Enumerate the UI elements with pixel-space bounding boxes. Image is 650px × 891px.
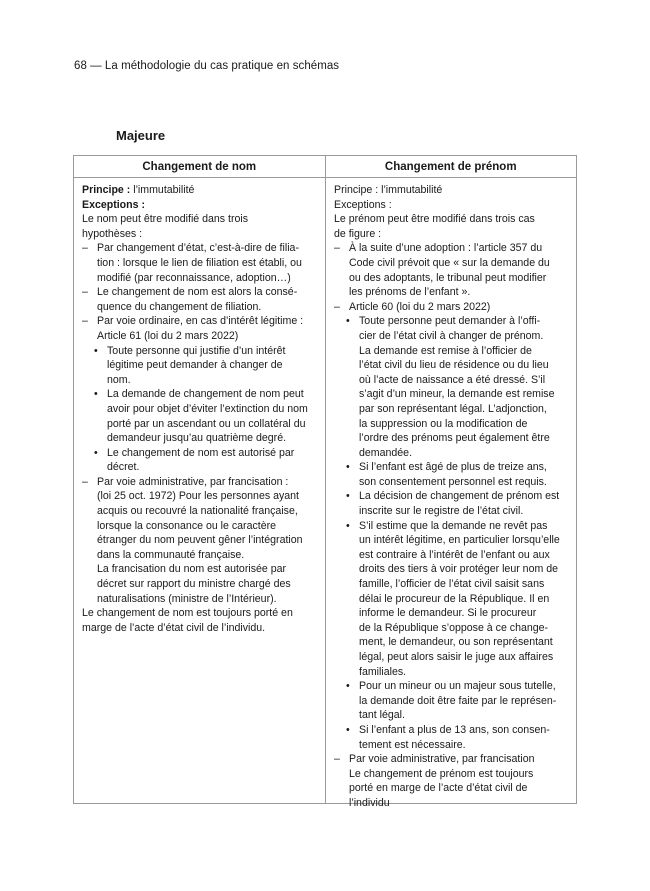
- list-item-first-line: [82, 387, 319, 402]
- bullet-marker: •: [94, 446, 98, 459]
- list-item-first-line: [82, 241, 319, 256]
- list-item-line: où l’acte de naissance a été dressé. S’il: [359, 373, 546, 386]
- list-item-line: informe le demandeur. Si le procureur: [359, 607, 537, 620]
- list-item-line: légitime peut demander à changer de: [107, 359, 283, 372]
- list-item-first-line: [334, 300, 570, 315]
- section-title: Majeure: [116, 128, 166, 143]
- list-item-line: Le changement de prénom est toujours: [349, 767, 534, 780]
- dash-list-item: [82, 241, 319, 285]
- column-changement-de-nom: [74, 178, 325, 803]
- list-item-text: Pour un mineur ou un majeur sous tutelle,: [359, 680, 556, 693]
- list-item-first-line: [82, 344, 319, 359]
- list-item-line: avoir pour objet d’éviter l’extinction du nom: [107, 402, 308, 415]
- list-item-first-line: [82, 314, 319, 329]
- intro-line: de figure :: [334, 227, 382, 240]
- list-item-text: Toute personne peut demander à l’offi-: [359, 315, 541, 328]
- principe-label: Principe :: [82, 184, 131, 196]
- list-item-line: un intérêt légitime, en particulier lorsqu’elle: [359, 534, 560, 547]
- list-item-text: Par voie administrative, par francisation :: [97, 475, 289, 488]
- bullet-list-item: [334, 723, 570, 752]
- list-item-line: l’état civil du lieu de résidence ou du lieu: [359, 359, 549, 372]
- list-item-first-line: [334, 679, 570, 694]
- list-item-line: ou des adoptants, le tribunal peut modifier: [349, 271, 547, 284]
- list-item-line: la demande doit être faite par le représen-: [359, 694, 557, 707]
- exceptions-label: Exceptions :: [334, 198, 392, 211]
- bullet-list-item: [334, 679, 570, 723]
- list-item-text: Si l’enfant est âgé de plus de treize ans,: [359, 461, 547, 474]
- list-item-first-line: [334, 489, 570, 504]
- bullet-marker: •: [346, 461, 350, 474]
- list-item-line: droits des tiers à voir protéger leur nom de: [359, 563, 559, 576]
- bullet-list-item: [334, 489, 570, 518]
- dash-list-item: [82, 285, 319, 314]
- intro-line: Le nom peut être modifié dans trois: [82, 213, 249, 226]
- list-item-first-line: [334, 723, 570, 738]
- header-changement-de-prenom: Changement de prénom: [325, 156, 577, 177]
- list-item-line: par son représentant légal. L’adjonction,: [359, 402, 547, 415]
- list-item-line: délai le procureur de la République. Il en: [359, 592, 550, 605]
- principe-line: Principe : l’immutabilité: [334, 184, 443, 196]
- list-item-first-line: [82, 285, 319, 300]
- dash-list-item: [334, 300, 570, 315]
- bullet-list-item: [334, 314, 570, 460]
- dash-marker: –: [334, 753, 340, 766]
- intro-line: Le prénom peut être modifié dans trois cas: [334, 213, 535, 226]
- list-item-line: famille, l’officier de l’état civil saisit sans: [359, 578, 545, 591]
- outro-line: marge de l’acte d’état civil de l’individu.: [82, 621, 266, 634]
- list-item-line: l’individu: [349, 796, 390, 809]
- list-item-line: lorsque la consonance ou le caractère: [97, 519, 277, 532]
- list-item-line: tant légal.: [359, 709, 405, 722]
- list-item-first-line: [334, 314, 570, 329]
- list-item-line: légal, peut alors saisir le juge aux affaires: [359, 651, 554, 663]
- list-item-line: acquis ou recouvré la nationalité française,: [97, 505, 298, 518]
- column-body: [334, 212, 570, 810]
- list-item-line: porté par un ascendant ou un collatéral du: [107, 417, 306, 430]
- list-item-first-line: [82, 446, 319, 461]
- list-item-first-line: [334, 460, 570, 475]
- dash-list-item: [82, 314, 319, 343]
- list-item-line: de la République s’oppose à ce change-: [359, 621, 549, 634]
- list-item-first-line: [82, 475, 319, 490]
- list-item-line: tion : lorsque le lien de filiation est établi, ou: [97, 256, 302, 269]
- list-item-text: Par voie ordinaire, en cas d’intérêt légitime :: [97, 315, 304, 328]
- bullet-list-item: [82, 446, 319, 475]
- dash-marker: –: [334, 242, 340, 255]
- bullet-marker: •: [346, 315, 350, 328]
- bullet-list-item: [334, 460, 570, 489]
- dash-marker: –: [82, 242, 88, 255]
- list-item-text: Le changement de nom est autorisé par: [107, 446, 295, 459]
- list-item-line: familiales.: [359, 665, 407, 678]
- list-item-line: demandée.: [359, 446, 413, 459]
- dash-list-item: [82, 475, 319, 606]
- running-head: 68 — La méthodologie du cas pratique en schémas: [74, 60, 340, 72]
- list-item-text: À la suite d’une adoption : l’article 357 du: [349, 242, 543, 255]
- table-header-row: [74, 156, 576, 178]
- list-item-line: est contraire à l’intérêt de l’enfant ou aux: [359, 548, 550, 561]
- list-item-line: La francisation du nom est autorisée par: [97, 563, 287, 576]
- list-item-first-line: [334, 519, 570, 534]
- bullet-marker: •: [346, 723, 350, 736]
- list-item-line: inscrite sur le registre de l’état civil.: [359, 505, 524, 518]
- list-item-line: ment, le demandeur, ou son représentant: [359, 636, 553, 649]
- list-item-line: la suppression ou la modification de: [359, 417, 528, 430]
- outro-line: Le changement de nom est toujours porté en: [82, 607, 293, 620]
- exceptions-label: Exceptions :: [82, 198, 145, 211]
- list-item-line: décret.: [107, 461, 140, 474]
- intro-line: hypothèses :: [82, 227, 143, 240]
- bullet-marker: •: [94, 344, 98, 357]
- list-item-line: nom.: [107, 373, 131, 386]
- bullet-marker: •: [346, 680, 350, 693]
- dash-marker: –: [82, 475, 88, 488]
- bullet-marker: •: [346, 490, 350, 503]
- list-item-line: l’ordre des prénoms peut également être: [359, 432, 550, 445]
- list-item-text: Toute personne qui justifie d’un intérêt: [107, 344, 286, 357]
- list-item-text: La demande de changement de nom peut: [107, 388, 304, 401]
- bullet-list-item: [82, 387, 319, 445]
- list-item-text: S’il estime que la demande ne revêt pas: [359, 519, 548, 532]
- column-body: [82, 212, 319, 635]
- dash-list-item: [334, 241, 570, 299]
- dash-marker: –: [82, 315, 88, 328]
- list-item-line: étranger du nom peuvent gêner l’intégration: [97, 534, 303, 547]
- bullet-marker: •: [346, 519, 350, 532]
- column-changement-de-prenom: [325, 178, 576, 809]
- principe-text: l’immutabilité: [130, 184, 195, 196]
- list-item-line: naturalisations (ministre de l’Intérieur).: [97, 592, 277, 605]
- list-item-line: cier de l’état civil à changer de prénom.: [359, 329, 544, 342]
- dash-marker: –: [334, 300, 340, 313]
- bullet-list-item: [334, 519, 570, 680]
- dash-list-item: [334, 752, 570, 810]
- principe-line: [82, 183, 319, 198]
- list-item-line: dans la communauté française.: [97, 548, 245, 561]
- list-item-line: demandeur jusqu’au quatrième degré.: [107, 432, 287, 445]
- bullet-list-item: [82, 344, 319, 388]
- list-item-first-line: [334, 241, 570, 256]
- list-item-line: les prénoms de l’enfant ».: [349, 286, 471, 299]
- table-body-row: [74, 178, 576, 809]
- dash-marker: –: [82, 286, 88, 299]
- list-item-line: tement est nécessaire.: [359, 738, 466, 751]
- list-item-line: (loi 25 oct. 1972) Pour les personnes ayant: [97, 490, 299, 503]
- list-item-text: Par changement d’état, c’est-à-dire de filia-: [97, 242, 299, 255]
- list-item-first-line: [334, 752, 570, 767]
- list-item-text: La décision de changement de prénom est: [359, 490, 560, 503]
- list-item-text: Article 60 (loi du 2 mars 2022): [349, 300, 491, 313]
- list-item-line: quence du changement de filiation.: [97, 300, 262, 313]
- list-item-line: décret sur rapport du ministre chargé des: [97, 578, 291, 591]
- list-item-line: porté en marge de l’acte d’état civil de: [349, 782, 528, 795]
- list-item-text: Par voie administrative, par francisation: [349, 753, 535, 766]
- list-item-line: son consentement personnel est requis.: [359, 475, 547, 488]
- list-item-line: Code civil prévoit que « sur la demande du: [349, 256, 550, 269]
- comparison-table: [73, 155, 577, 809]
- list-item-line: Article 61 (loi du 2 mars 2022): [97, 329, 239, 342]
- list-item-text: Si l’enfant a plus de 13 ans, son consen-: [359, 723, 550, 736]
- list-item-line: modifié (par reconnaissance, adoption…): [97, 271, 291, 284]
- bullet-marker: •: [94, 388, 98, 401]
- list-item-line: s’agit d’un mineur, la demande est remise: [359, 388, 555, 401]
- list-item-line: La demande est remise à l’officier de: [359, 344, 532, 357]
- list-item-text: Le changement de nom est alors la consé-: [97, 286, 298, 299]
- header-changement-de-nom: Changement de nom: [142, 161, 257, 173]
